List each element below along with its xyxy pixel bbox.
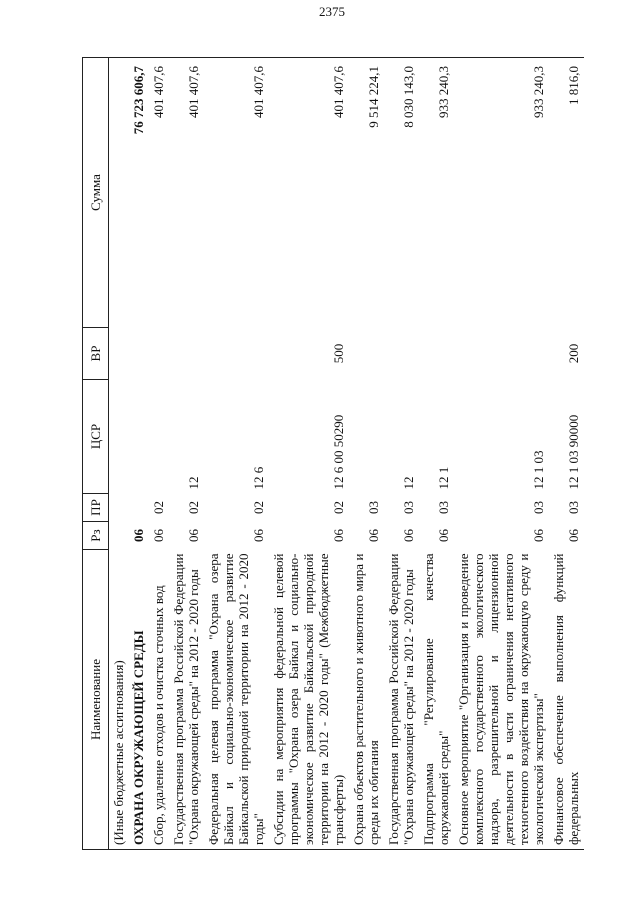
cell-rz: 06: [366, 529, 381, 542]
cell-name: Федеральная целевая программа "Охрана озера Байкал и социально-экономическое развитие Байкальской природной территории на 2012 - 2020 годы": [204, 550, 269, 850]
cell-csr: 12 6 00 50290: [331, 414, 346, 490]
cell-rz: 06: [151, 529, 166, 542]
header-name: Наименование: [83, 550, 109, 850]
cell-name: Охрана объектов растительного и животного мира и среды их обитания: [349, 550, 384, 850]
cell-csr: [149, 380, 169, 494]
cell-pr: 02: [331, 501, 346, 514]
table-row: [149, 58, 169, 850]
header-csr: ЦСР: [83, 380, 109, 494]
cell-rz: 06: [566, 529, 581, 542]
table-row: [349, 58, 384, 850]
cell-sum: 401 407,6: [169, 58, 204, 328]
cell-sum: 401 407,6: [269, 58, 349, 328]
cell-csr: 12: [401, 476, 416, 490]
cell-vr: [384, 328, 419, 380]
cell-pr: 03: [436, 501, 451, 514]
cell-name: Основное мероприятие "Организация и проведение комплексного государственного экологического надзора, разрешительной и лицензионной деятельности в части ограничения негативного техногенного воздействия на окружающую среду и экологической экспертизы": [454, 550, 549, 850]
cell-csr: [109, 380, 130, 494]
cell-pr: 03: [401, 501, 416, 514]
cell-vr: 500: [331, 343, 346, 364]
table-row: [454, 58, 549, 850]
cell-vr: [454, 328, 549, 380]
budget-table: [82, 57, 584, 850]
cell-rz: 06: [331, 529, 346, 542]
cell-name: Финансовое обеспечение выполнения функций федеральных: [549, 550, 584, 850]
cell-rz: 06: [251, 529, 266, 542]
cell-name: Сбор, удаление отходов и очистка сточных вод: [149, 550, 169, 850]
rotated-table-container: [82, 58, 616, 850]
cell-rz: 06: [401, 529, 416, 542]
table-row: [269, 58, 349, 850]
table-row: [169, 58, 204, 850]
page-number: 2375: [319, 4, 345, 19]
cell-name: (Иные бюджетные ассигнования): [109, 550, 130, 850]
cell-name: Субсидии на мероприятия федеральной целевой программы "Охрана озера Байкал и социально-экономическое развитие Байкальской природной территории на 2012 - 2020 годы" (Межбюджетные трансферты): [269, 550, 349, 850]
cell-pr: 02: [251, 501, 266, 514]
cell-vr: 200: [566, 343, 581, 364]
header-pr: ПР: [83, 494, 109, 522]
cell-pr: 02: [186, 501, 201, 514]
cell-vr: [349, 328, 384, 380]
cell-rz: 06: [131, 529, 146, 542]
cell-csr: 12 1: [436, 466, 451, 490]
table-body: [109, 58, 585, 850]
cell-sum: [109, 58, 130, 328]
cell-pr: 03: [366, 501, 381, 514]
header-sum: Сумма: [83, 58, 109, 328]
cell-rz: 06: [531, 529, 546, 542]
cell-vr: [204, 328, 269, 380]
cell-csr: 12 6: [251, 466, 266, 490]
cell-vr: [129, 328, 149, 380]
cell-csr: 12: [186, 476, 201, 490]
cell-sum: 401 407,6: [204, 58, 269, 328]
table-row: [109, 58, 130, 850]
cell-rz: 06: [436, 529, 451, 542]
cell-sum: 401 407,6: [149, 58, 169, 328]
cell-name: ОХРАНА ОКРУЖАЮЩЕЙ СРЕДЫ: [129, 550, 149, 850]
cell-sum: 76 723 606,7: [129, 58, 149, 328]
cell-rz: 06: [186, 529, 201, 542]
cell-sum: 9 514 224,1: [349, 58, 384, 328]
table-row: [419, 58, 454, 850]
cell-vr: [109, 328, 130, 380]
cell-sum: 1 816,0: [549, 58, 584, 328]
cell-name: Государственная программа Российской Федерации "Охрана окружающей среды" на 2012 - 2020 годы: [384, 550, 419, 850]
cell-vr: [419, 328, 454, 380]
cell-vr: [169, 328, 204, 380]
cell-csr: [349, 380, 384, 494]
cell-rz: [109, 522, 130, 550]
cell-csr: [129, 380, 149, 494]
cell-csr: 12 1 03: [531, 450, 546, 490]
cell-vr: [149, 328, 169, 380]
table-row: [384, 58, 419, 850]
cell-pr: 03: [566, 501, 581, 514]
table-row: [129, 58, 149, 850]
cell-sum: 8 030 143,0: [384, 58, 419, 328]
table-header-row: [83, 58, 109, 850]
cell-sum: 933 240,3: [419, 58, 454, 328]
cell-sum: 933 240,3: [454, 58, 549, 328]
table-row: [204, 58, 269, 850]
cell-csr: 12 1 03 90000: [566, 414, 581, 490]
cell-pr: [109, 494, 130, 522]
cell-pr: [129, 494, 149, 522]
header-rz: Рз: [83, 522, 109, 550]
cell-name: Подпрограмма "Регулирование качества окружающей среды": [419, 550, 454, 850]
cell-name: Государственная программа Российской Федерации "Охрана окружающей среды" на 2012 - 2020 годы: [169, 550, 204, 850]
cell-pr: 03: [531, 501, 546, 514]
cell-pr: 02: [151, 501, 166, 514]
table-row: [549, 58, 584, 850]
header-vr: ВР: [83, 328, 109, 380]
